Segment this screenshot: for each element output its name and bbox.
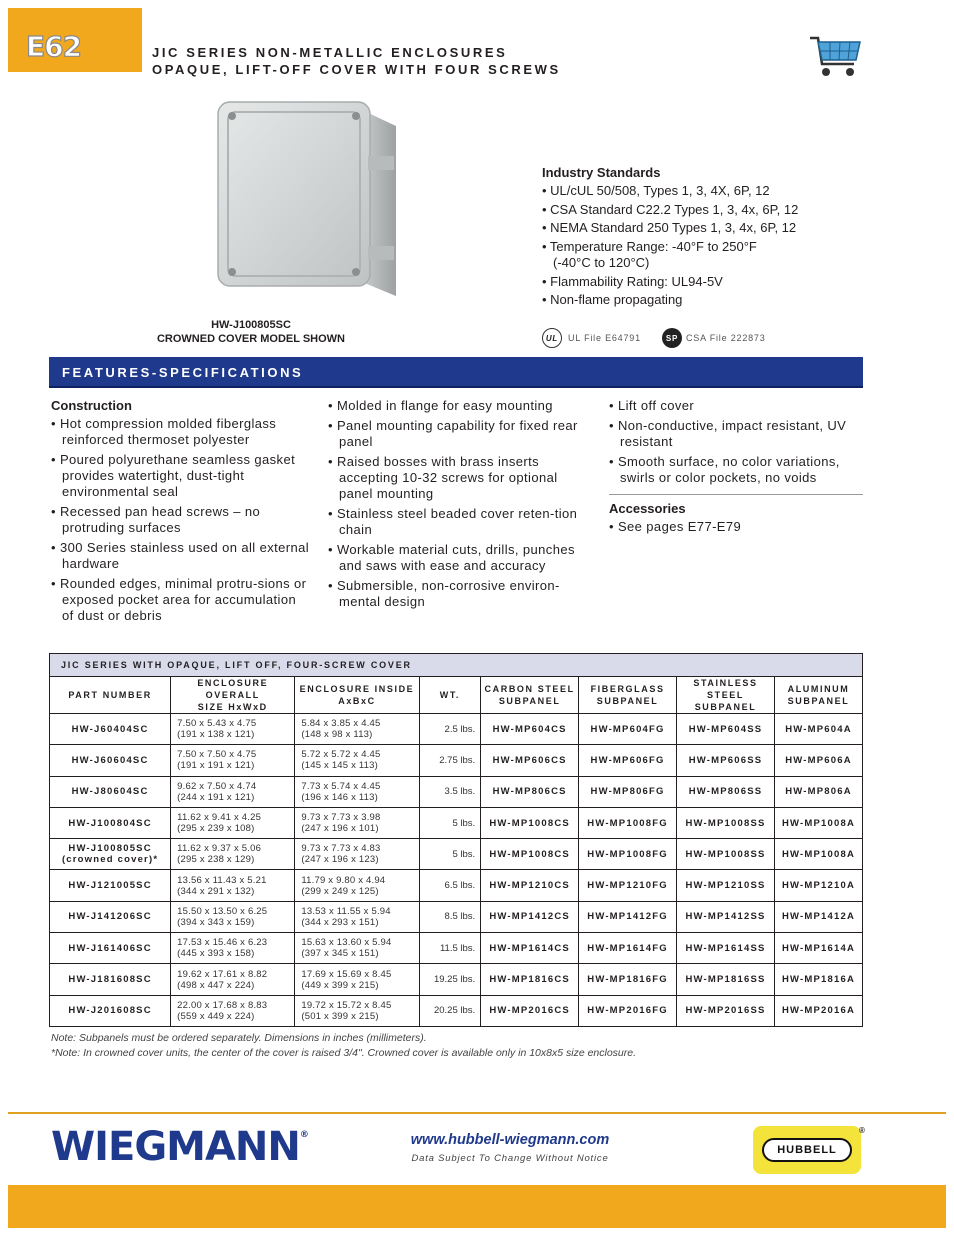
table-row xyxy=(50,870,863,901)
feature-item: • Hot compression molded fiberglass reinforced thermoset polyester xyxy=(51,416,277,447)
table-row xyxy=(50,901,863,932)
col-header-weight: WT. xyxy=(419,677,481,714)
feature-item: • Rounded edges, minimal protru-sions or exposed pocket area for accumulation of dust or debris xyxy=(51,576,307,623)
wiegmann-logo: WIEGMANN® xyxy=(51,1124,308,1170)
feature-item: • Recessed pan head screws – no protruding surfaces xyxy=(51,504,261,535)
fiberglass-subpanel-cell: HW-MP1816FG xyxy=(579,964,677,995)
overall-size-cell: 22.00 x 17.68 x 8.83 (559 x 449 x 224) xyxy=(171,995,295,1026)
page-title xyxy=(152,44,561,78)
spec-table xyxy=(49,653,863,1027)
col-header-overall-size: ENCLOSURE OVERALL SIZE HxWxD xyxy=(171,677,295,714)
fiberglass-subpanel-cell: HW-MP2016FG xyxy=(579,995,677,1026)
weight-cell: 5 lbs. xyxy=(419,839,481,870)
fiberglass-subpanel-cell: HW-MP1008FG xyxy=(579,839,677,870)
weight-cell: 2.75 lbs. xyxy=(419,745,481,776)
inside-size-cell: 5.72 x 5.72 x 4.45 (145 x 145 x 113) xyxy=(295,745,419,776)
feature-item: • Non-conductive, impact resistant, UV resistant xyxy=(609,418,847,449)
overall-size-cell: 13.56 x 11.43 x 5.21 (344 x 291 x 132) xyxy=(171,870,295,901)
stainless-subpanel-cell: HW-MP1008SS xyxy=(677,839,775,870)
table-header-row xyxy=(50,677,863,714)
weight-cell: 8.5 lbs. xyxy=(419,901,481,932)
overall-size-cell: 7.50 x 5.43 x 4.75 (191 x 138 x 121) xyxy=(171,714,295,745)
part-number-cell: HW-J80604SC xyxy=(50,776,171,807)
feature-item: • Stainless steel beaded cover reten-tion chain xyxy=(328,506,578,537)
col-header-carbon-steel: CARBON STEEL SUBPANEL xyxy=(481,677,579,714)
aluminum-subpanel-cell: HW-MP1412A xyxy=(774,901,862,932)
aluminum-subpanel-cell: HW-MP806A xyxy=(774,776,862,807)
disclaimer: Data Subject To Change Without Notice xyxy=(411,1153,609,1164)
fiberglass-subpanel-cell: HW-MP1008FG xyxy=(579,807,677,838)
inside-size-cell: 13.53 x 11.55 x 5.94 (344 x 293 x 151) xyxy=(295,901,419,932)
inside-size-cell: 7.73 x 5.74 x 4.45 (196 x 146 x 113) xyxy=(295,776,419,807)
standard-item-cont: (-40°C to 120°C) xyxy=(553,255,650,271)
part-number-cell: HW-J100804SC xyxy=(50,807,171,838)
photo-caption-model: HW-J100805SC xyxy=(211,319,291,331)
photo-caption-note: CROWNED COVER MODEL SHOWN xyxy=(156,333,346,345)
ul-file: UL File E64791 xyxy=(568,333,641,343)
weight-cell: 5 lbs. xyxy=(419,807,481,838)
part-number-cell: HW-J60604SC xyxy=(50,745,171,776)
part-number-cell: HW-J60404SC xyxy=(50,714,171,745)
table-caption: JIC SERIES WITH OPAQUE, LIFT OFF, FOUR-SCREW COVER xyxy=(50,654,863,677)
part-number-cell: HW-J100805SC (crowned cover)* xyxy=(50,839,171,870)
shopping-cart-icon[interactable] xyxy=(808,32,864,80)
section-title: FEATURES-SPECIFICATIONS xyxy=(62,365,304,380)
aluminum-subpanel-cell: HW-MP1614A xyxy=(774,933,862,964)
csa-logo-icon: SP xyxy=(662,328,682,348)
carbon-subpanel-cell: HW-MP1210CS xyxy=(481,870,579,901)
standard-item: • Flammability Rating: UL94-5V xyxy=(542,274,723,290)
table-row xyxy=(50,933,863,964)
table-row xyxy=(50,839,863,870)
inside-size-cell: 15.63 x 13.60 x 5.94 (397 x 345 x 151) xyxy=(295,933,419,964)
csa-certification xyxy=(662,327,766,349)
carbon-subpanel-cell: HW-MP1614CS xyxy=(481,933,579,964)
aluminum-subpanel-cell: HW-MP1816A xyxy=(774,964,862,995)
inside-size-cell: 9.73 x 7.73 x 4.83 (247 x 196 x 123) xyxy=(295,839,419,870)
aluminum-subpanel-cell: HW-MP2016A xyxy=(774,995,862,1026)
note-crowned-cover: *Note: In crowned cover units, the center of the cover is raised 3/4". Crowned cover is available only in 10x8x5 size enclosure. xyxy=(51,1047,637,1059)
standard-item: • NEMA Standard 250 Types 1, 3, 4x, 6P, 12 xyxy=(542,220,797,236)
aluminum-subpanel-cell: HW-MP606A xyxy=(774,745,862,776)
stainless-subpanel-cell: HW-MP1210SS xyxy=(677,870,775,901)
carbon-subpanel-cell: HW-MP806CS xyxy=(481,776,579,807)
title-line-1: JIC SERIES NON-METALLIC ENCLOSURES xyxy=(152,45,508,60)
ul-certification xyxy=(542,327,641,349)
feature-item: • Submersible, non-corrosive environ-mental design xyxy=(328,578,560,609)
standard-item: • Non-flame propagating xyxy=(542,292,683,308)
col-header-inside-size: ENCLOSURE INSIDE AxBxC xyxy=(295,677,419,714)
inside-size-cell: 17.69 x 15.69 x 8.45 (449 x 399 x 215) xyxy=(295,964,419,995)
stainless-subpanel-cell: HW-MP806SS xyxy=(677,776,775,807)
col-header-fiberglass: FIBERGLASS SUBPANEL xyxy=(579,677,677,714)
standard-item: • UL/cUL 50/508, Types 1, 3, 4X, 6P, 12 xyxy=(542,183,770,199)
industry-standards xyxy=(542,164,862,310)
overall-size-cell: 7.50 x 7.50 x 4.75 (191 x 191 x 121) xyxy=(171,745,295,776)
footer-bar xyxy=(8,1185,946,1228)
photo-caption xyxy=(126,318,376,346)
col-header-stainless: STAINLESS STEEL SUBPANEL xyxy=(677,677,775,714)
features-column-1 xyxy=(51,398,311,628)
col-header-aluminum: ALUMINUM SUBPANEL xyxy=(774,677,862,714)
page-code: E62 xyxy=(26,30,82,63)
stainless-subpanel-cell: HW-MP1614SS xyxy=(677,933,775,964)
inside-size-cell: 9.73 x 7.73 x 3.98 (247 x 196 x 101) xyxy=(295,807,419,838)
fiberglass-subpanel-cell: HW-MP604FG xyxy=(579,714,677,745)
overall-size-cell: 19.62 x 17.61 x 8.82 (498 x 447 x 224) xyxy=(171,964,295,995)
weight-cell: 19.25 lbs. xyxy=(419,964,481,995)
stainless-subpanel-cell: HW-MP1008SS xyxy=(677,807,775,838)
carbon-subpanel-cell: HW-MP606CS xyxy=(481,745,579,776)
feature-item: • Poured polyurethane seamless gasket provides watertight, dust-tight environmental seal xyxy=(51,452,296,499)
ul-logo-icon: UL xyxy=(542,328,562,348)
table-notes xyxy=(51,1031,636,1061)
part-number-cell: HW-J161406SC xyxy=(50,933,171,964)
carbon-subpanel-cell: HW-MP1008CS xyxy=(481,839,579,870)
overall-size-cell: 11.62 x 9.37 x 5.06 (295 x 238 x 129) xyxy=(171,839,295,870)
csa-file: CSA File 222873 xyxy=(686,333,766,343)
inside-size-cell: 19.72 x 15.72 x 8.45 (501 x 399 x 215) xyxy=(295,995,419,1026)
carbon-subpanel-cell: HW-MP1008CS xyxy=(481,807,579,838)
footer-divider xyxy=(8,1112,946,1114)
weight-cell: 2.5 lbs. xyxy=(419,714,481,745)
features-column-2 xyxy=(328,398,588,614)
feature-item: • Lift off cover xyxy=(609,398,695,413)
construction-heading: Construction xyxy=(51,398,132,413)
part-number-cell: HW-J201608SC xyxy=(50,995,171,1026)
table-row xyxy=(50,995,863,1026)
website-link[interactable]: www.hubbell-wiegmann.com xyxy=(410,1132,610,1148)
part-number-cell: HW-J141206SC xyxy=(50,901,171,932)
feature-item: • 300 Series stainless used on all external hardware xyxy=(51,540,310,571)
carbon-subpanel-cell: HW-MP604CS xyxy=(481,714,579,745)
inside-size-cell: 5.84 x 3.85 x 4.45 (148 x 98 x 113) xyxy=(295,714,419,745)
stainless-subpanel-cell: HW-MP604SS xyxy=(677,714,775,745)
title-line-2: OPAQUE, LIFT-OFF COVER WITH FOUR SCREWS xyxy=(152,62,561,77)
fiberglass-subpanel-cell: HW-MP1614FG xyxy=(579,933,677,964)
part-number-cell: HW-J121005SC xyxy=(50,870,171,901)
feature-item: • Smooth surface, no color variations, swirls or color pockets, no voids xyxy=(609,454,840,485)
inside-size-cell: 11.79 x 9.80 x 4.94 (299 x 249 x 125) xyxy=(295,870,419,901)
features-column-3 xyxy=(609,398,863,539)
fiberglass-subpanel-cell: HW-MP1412FG xyxy=(579,901,677,932)
carbon-subpanel-cell: HW-MP1412CS xyxy=(481,901,579,932)
hubbell-logo-text: HUBBELL xyxy=(762,1138,852,1162)
overall-size-cell: 17.53 x 15.46 x 6.23 (445 x 393 x 158) xyxy=(171,933,295,964)
weight-cell: 20.25 lbs. xyxy=(419,995,481,1026)
stainless-subpanel-cell: HW-MP606SS xyxy=(677,745,775,776)
feature-item: • Raised bosses with brass inserts accepting 10-32 screws for optional panel mounting xyxy=(328,454,558,501)
stainless-subpanel-cell: HW-MP1412SS xyxy=(677,901,775,932)
overall-size-cell: 9.62 x 7.50 x 4.74 (244 x 191 x 121) xyxy=(171,776,295,807)
standard-item: • Temperature Range: -40°F to 250°F xyxy=(542,238,757,254)
feature-item: • Molded in flange for easy mounting xyxy=(328,398,553,413)
weight-cell: 6.5 lbs. xyxy=(419,870,481,901)
table-row xyxy=(50,807,863,838)
table-row xyxy=(50,776,863,807)
section-band xyxy=(49,357,863,388)
aluminum-subpanel-cell: HW-MP1008A xyxy=(774,807,862,838)
hubbell-registered-mark: ® xyxy=(859,1126,865,1135)
standards-heading: Industry Standards xyxy=(542,165,661,180)
aluminum-subpanel-cell: HW-MP1008A xyxy=(774,839,862,870)
table-row xyxy=(50,714,863,745)
feature-item: • Workable material cuts, drills, punches and saws with ease and accuracy xyxy=(328,542,575,573)
carbon-subpanel-cell: HW-MP1816CS xyxy=(481,964,579,995)
aluminum-subpanel-cell: HW-MP1210A xyxy=(774,870,862,901)
weight-cell: 3.5 lbs. xyxy=(419,776,481,807)
accessories-item: • See pages E77-E79 xyxy=(609,519,742,534)
standard-item: • CSA Standard C22.2 Types 1, 3, 4x, 6P, 12 xyxy=(542,201,799,217)
note-subpanels: Note: Subpanels must be ordered separately. Dimensions in inches (millimeters). xyxy=(51,1032,427,1044)
feature-item: • Panel mounting capability for fixed rear panel xyxy=(328,418,578,449)
overall-size-cell: 11.62 x 9.41 x 4.25 (295 x 239 x 108) xyxy=(171,807,295,838)
col-header-part-number: PART NUMBER xyxy=(50,677,171,714)
enclosure-photo xyxy=(212,96,404,306)
hubbell-logo xyxy=(753,1126,861,1174)
weight-cell: 11.5 lbs. xyxy=(419,933,481,964)
overall-size-cell: 15.50 x 13.50 x 6.25 (394 x 343 x 159) xyxy=(171,901,295,932)
table-row xyxy=(50,745,863,776)
accessories-heading: Accessories xyxy=(609,494,863,517)
fiberglass-subpanel-cell: HW-MP806FG xyxy=(579,776,677,807)
fiberglass-subpanel-cell: HW-MP606FG xyxy=(579,745,677,776)
fiberglass-subpanel-cell: HW-MP1210FG xyxy=(579,870,677,901)
stainless-subpanel-cell: HW-MP1816SS xyxy=(677,964,775,995)
stainless-subpanel-cell: HW-MP2016SS xyxy=(677,995,775,1026)
table-row xyxy=(50,964,863,995)
aluminum-subpanel-cell: HW-MP604A xyxy=(774,714,862,745)
carbon-subpanel-cell: HW-MP2016CS xyxy=(481,995,579,1026)
part-number-cell: HW-J181608SC xyxy=(50,964,171,995)
